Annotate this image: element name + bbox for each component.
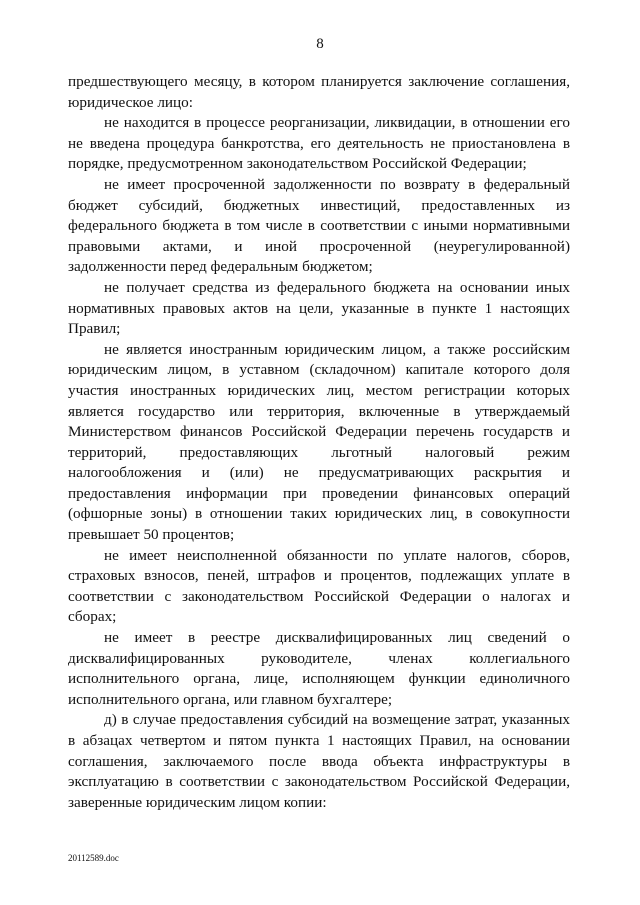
paragraph-no-disqualified-persons: не имеет в реестре дисквалифицированных лиц сведений о дисквалифицированных руководителе, членах коллегиального исполнительного органа, лице, исполняющем функции единоличного исполнительного органа, или главном бухгалтере;: [68, 629, 570, 708]
paragraph-item-d: д) в случае предоставления субсидий на возмещение затрат, указанных в абзацах четвертом и пятом пункта 1 настоящих Правил, на основании соглашения, заключаемого после ввода объекта инфраструктуры в эксплуатацию в соответствии с законодательством Российской Федерации, заверенные юридическим лицом копии:: [68, 711, 570, 811]
paragraph-no-tax-arrears: не имеет неисполненной обязанности по уплате налогов, сборов, страховых взносов, пеней, штрафов и процентов, подлежащих уплате в соответствии с законодательством Российской Федерации о налогах и сборах;: [68, 546, 570, 626]
paragraph-no-other-funding: не получает средства из федерального бюджета на основании иных нормативных правовых актов на цели, указанные в пункте 1 настоящих Правил;: [68, 278, 570, 338]
paragraph-not-foreign-entity: не является иностранным юридическим лицом, а также российским юридическим лицом, в уставном (складочном) капитале которого доля участия иностранных юридических лиц, местом регистрации которых является государство или территория, включенные в утверждаемый Министерством финансов Российской Федерации перечень государств и территорий, предоставляющих льготный налоговый режим налогообложения и (или) не предусматривающих раскрытия и предоставления информации при проведении финансовых операций (офшорные зоны) в отношении таких юридических лиц, в совокупности превышает 50 процентов;: [68, 340, 570, 544]
page-number: 8: [316, 36, 324, 52]
paragraph-not-in-reorganization: не находится в процессе реорганизации, ликвидации, в отношении его не введена процедура банкротства, его деятельность не приостановлена в порядке, предусмотренном законодательством Российской Федерации;: [68, 114, 570, 173]
footer-file-code: 20112589.doc: [68, 853, 119, 863]
paragraph-no-overdue-debt: не имеет просроченной задолженности по возврату в федеральный бюджет субсидий, бюджетных инвестиций, предоставленных из федерального бюджета в том числе в соответствии с иными нормативными правовыми актами, и иной просроченной (неурегулированной) задолженности перед федеральным бюджетом;: [68, 175, 570, 276]
paragraph-continuation: предшествующего месяцу, в котором планируется заключение соглашения, юридическое лицо:: [68, 73, 570, 111]
document-body: [68, 72, 570, 813]
